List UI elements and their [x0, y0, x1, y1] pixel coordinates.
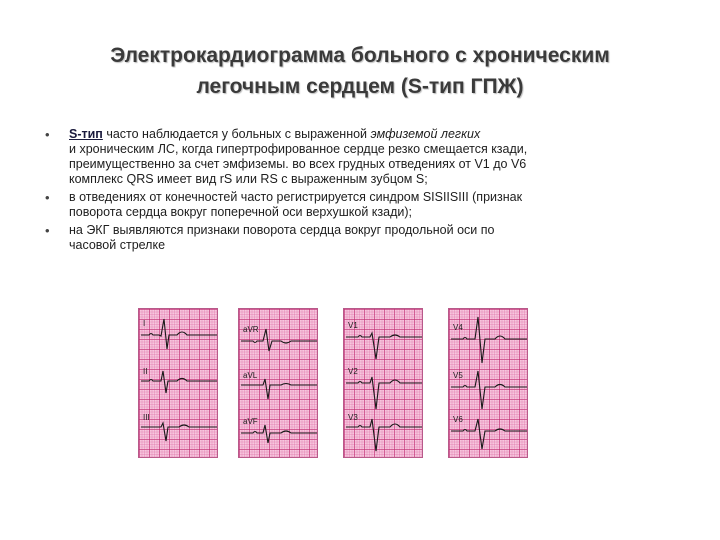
- title-line-2: легочным сердцем (S-тип ГПЖ): [196, 75, 524, 98]
- bullet-line: часовой стрелке: [69, 238, 166, 252]
- bullet-item-limb-leads: [42, 190, 682, 220]
- lead-label: I: [143, 319, 146, 328]
- bullet-line: в отведениях от конечностей часто регистрируется синдром SISIISIII (признак: [69, 190, 523, 204]
- lead-label: V6: [453, 415, 463, 424]
- bullet-dot: •: [45, 223, 50, 238]
- lead-label: V2: [348, 367, 358, 376]
- emphasis-emphysema: эмфиземой легких: [370, 127, 481, 141]
- lead-label: aVL: [243, 371, 258, 380]
- lead-label: V1: [348, 321, 358, 330]
- term-s-type: S-тип: [69, 127, 103, 141]
- lead-label: V3: [348, 413, 358, 422]
- bullet-dot: •: [45, 127, 50, 142]
- ecg-panel-chest-left: [448, 308, 528, 458]
- title-line-1: Электрокардиограмма больного с хроническим: [110, 44, 610, 67]
- bullet-list: [42, 127, 682, 256]
- ecg-panel-chest-right: [343, 308, 423, 458]
- ecg-strips: [138, 308, 528, 458]
- lead-label: aVR: [243, 325, 259, 334]
- bullet-item-rotation: [42, 223, 682, 253]
- lead-label: III: [143, 413, 150, 422]
- bullet-line: [69, 127, 682, 142]
- lead-label: V5: [453, 371, 463, 380]
- lead-label: II: [143, 367, 148, 376]
- lead-label: V4: [453, 323, 463, 332]
- ecg-traces-chest-right: [344, 309, 423, 458]
- bullet-line: поворота сердца вокруг поперечной оси верхушкой кзади);: [69, 205, 412, 219]
- bullet-item-s-type: [42, 127, 682, 187]
- ecg-panel-augmented: [238, 308, 318, 458]
- bullet-line: и хроническим ЛС, когда гипертрофированное сердце резко смещается кзади,: [69, 142, 528, 156]
- bullet-text: часто наблюдается у больных с выраженной: [102, 127, 371, 141]
- lead-label: aVF: [243, 417, 258, 426]
- bullet-line: преимущественно за счет эмфиземы. во всех грудных отведениях от V1 до V6: [69, 157, 527, 171]
- ecg-traces-limb: [139, 309, 218, 458]
- ecg-panel-limb: [138, 308, 218, 458]
- bullet-line: комплекс QRS имеет вид rS или RS с выраженным зубцом S;: [69, 172, 428, 186]
- bullet-line: на ЭКГ выявляются признаки поворота сердца вокруг продольной оси по: [69, 223, 495, 237]
- slide-title: [60, 40, 660, 102]
- bullet-dot: •: [45, 190, 50, 205]
